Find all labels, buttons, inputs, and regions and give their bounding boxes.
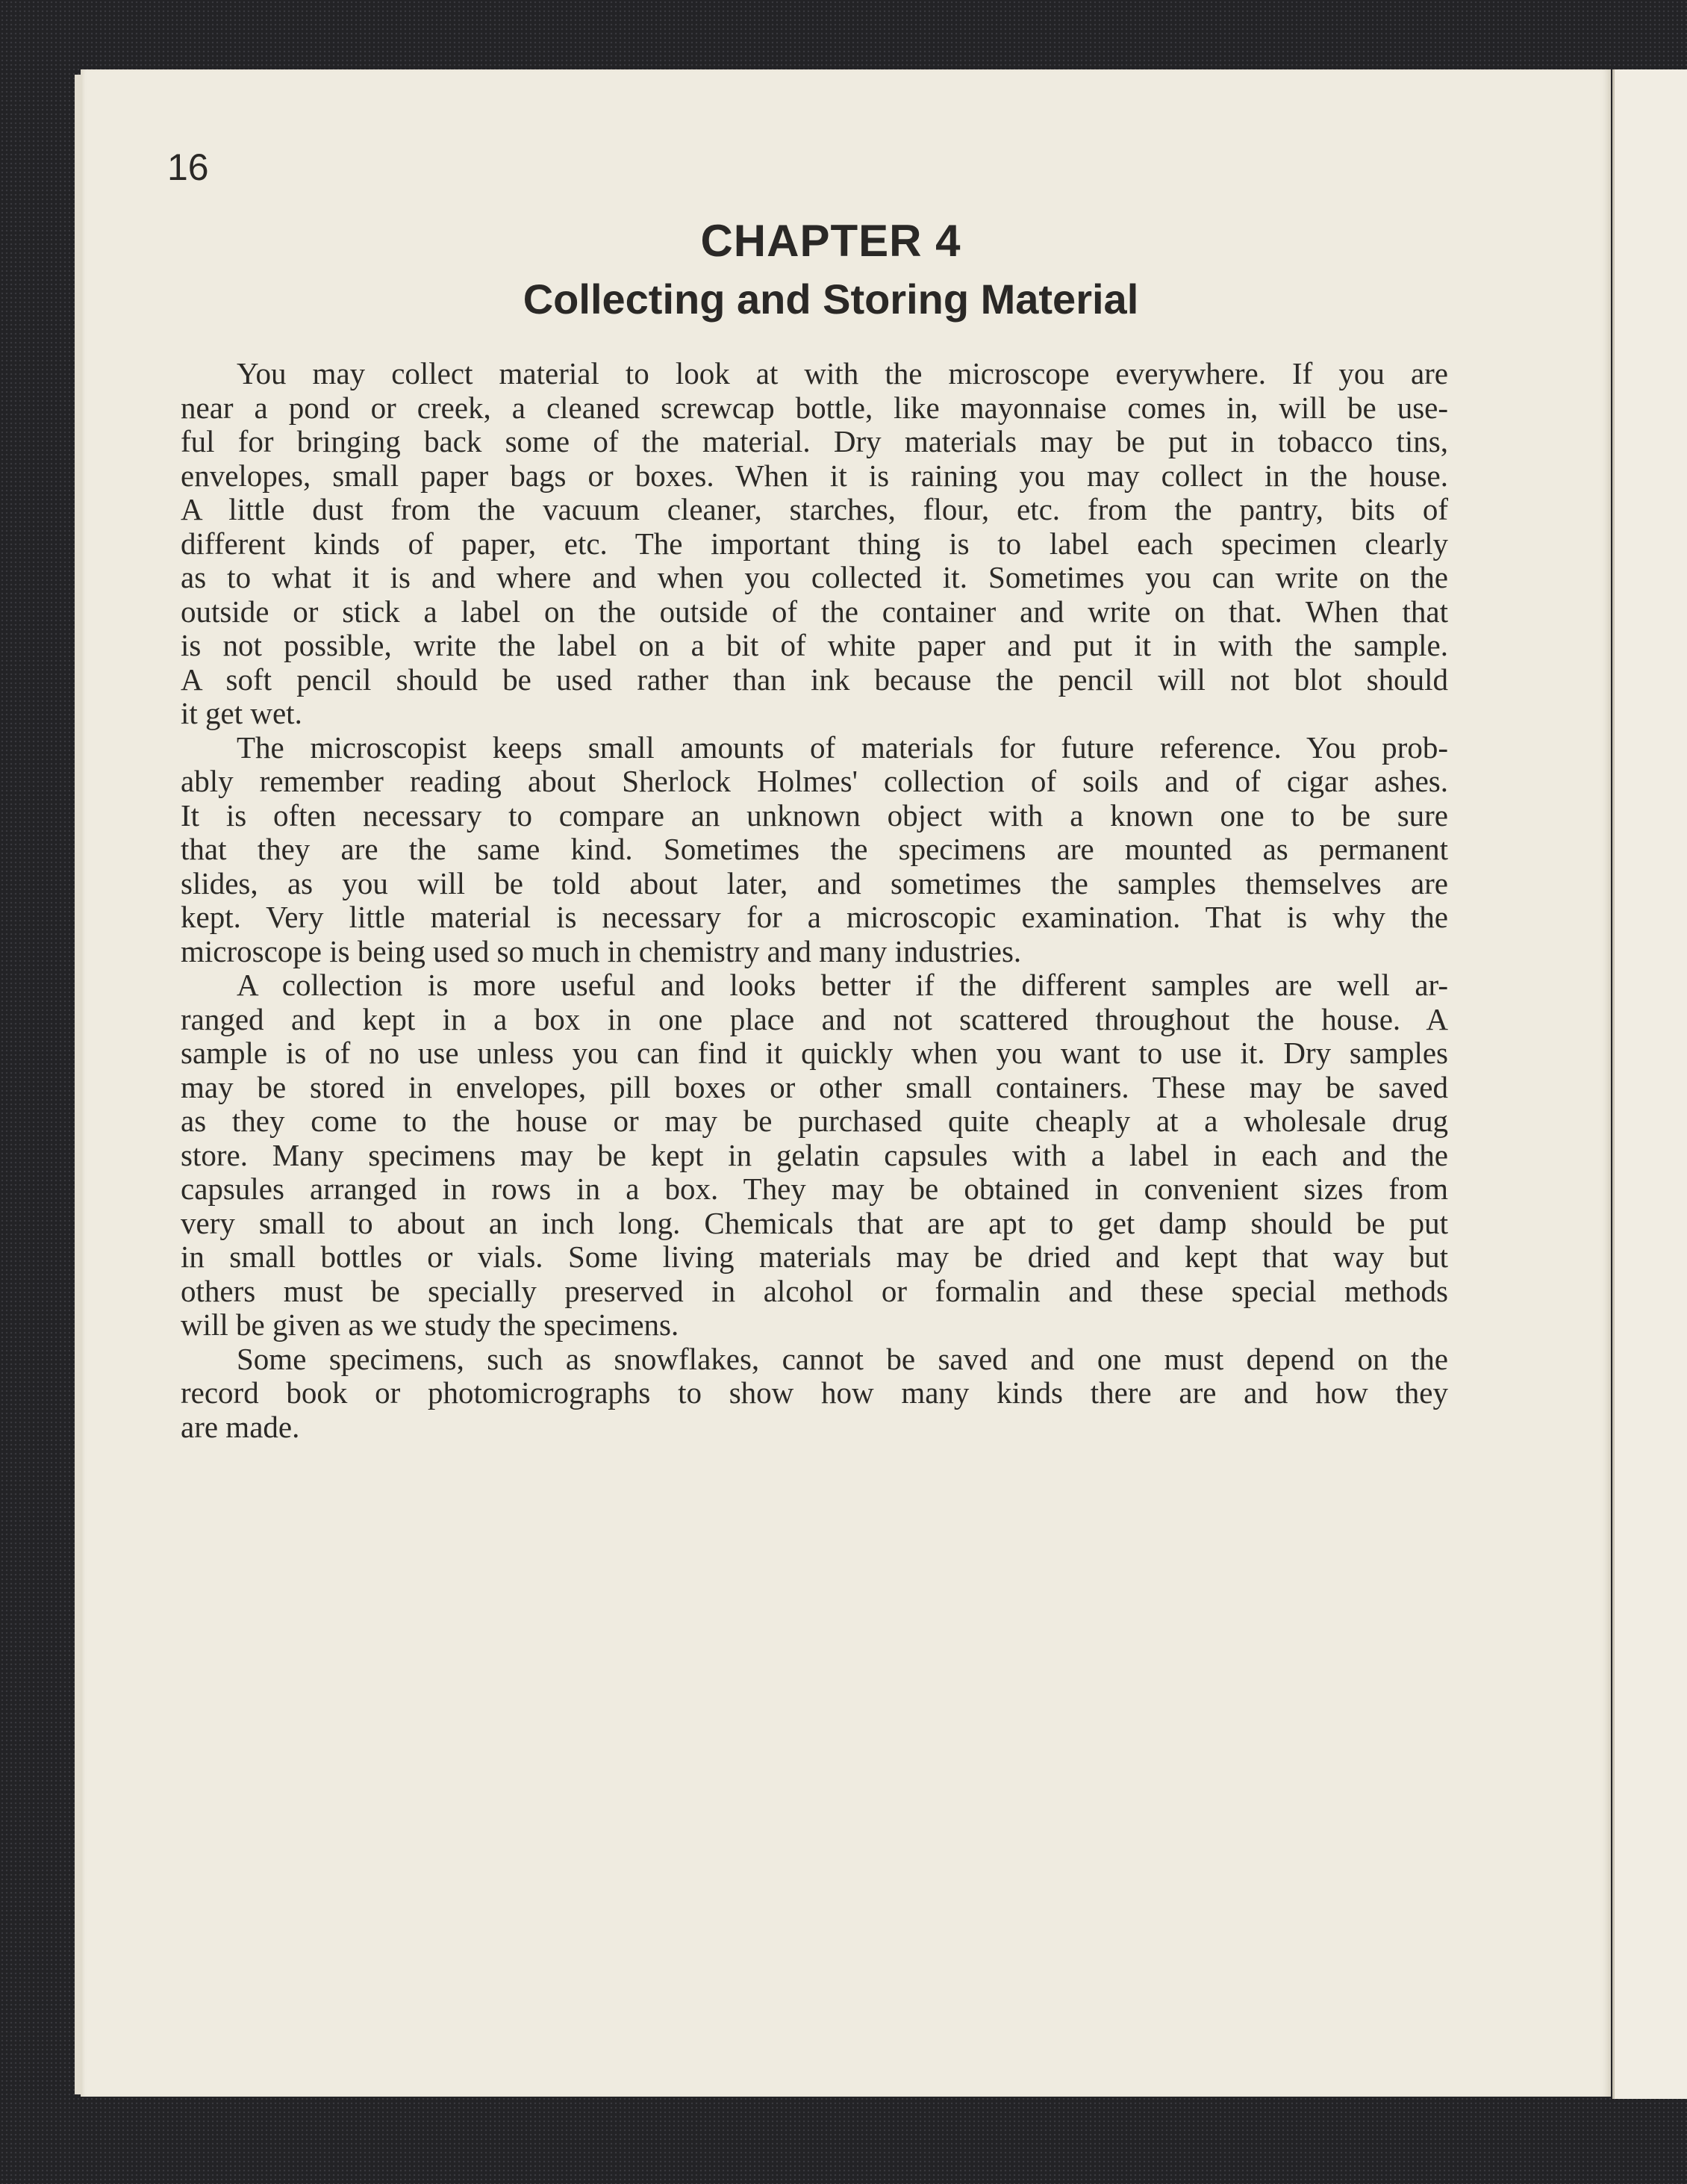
- text-line: capsules arranged in rows in a box. They may be obtained in convenient sizes from: [181, 1172, 1448, 1206]
- text-line: You may collect material to look at with the microscope everywhere. If you are: [237, 356, 1448, 391]
- paragraph: [181, 968, 1448, 1343]
- text-line: sample is of no use unless you can find it quickly when you want to use it. Dry samples: [181, 1036, 1448, 1070]
- text-line: very small to about an inch long. Chemicals that are apt to get damp should be put: [181, 1205, 1448, 1240]
- text-line: record book or photomicrographs to show how many kinds there are and how they: [181, 1375, 1448, 1410]
- text-line: in small bottles or vials. Some living materials may be dried and kept that way but: [181, 1239, 1448, 1274]
- page-edge: [75, 75, 81, 2094]
- text-line: may be stored in envelopes, pill boxes or other small containers. These may be saved: [181, 1069, 1448, 1104]
- text-line: is not possible, write the label on a bit of white paper and put it in with the sample.: [181, 628, 1448, 662]
- paragraph: [181, 731, 1448, 969]
- text-line: The microscopist keeps small amounts of materials for future reference. You prob-: [237, 729, 1448, 765]
- text-line: as they come to the house or may be purchased quite cheaply at a wholesale drug: [181, 1104, 1448, 1138]
- text-line: it get wet.: [181, 696, 302, 730]
- text-line: kept. Very little material is necessary for a microscopic examination. That is why the: [181, 900, 1448, 934]
- text-line: A little dust from the vacuum cleaner, starches, flour, etc. from the pantry, bits of: [181, 492, 1448, 526]
- text-line: as to what it is and where and when you collected it. Sometimes you can write on the: [181, 560, 1448, 594]
- text-line: will be given as we study the specimens.: [181, 1307, 679, 1342]
- paragraph: [181, 1343, 1448, 1445]
- text-line: are made.: [181, 1409, 300, 1444]
- text-line: A soft pencil should be used rather than ink because the pencil will not blot should: [181, 662, 1448, 697]
- text-line: different kinds of paper, etc. The important thing is to label each specimen clearly: [181, 526, 1448, 561]
- book-page-right-edge: [1612, 69, 1687, 2099]
- text-line: envelopes, small paper bags or boxes. When it is raining you may collect in the house.: [181, 458, 1448, 493]
- page-number: 16: [167, 146, 209, 188]
- text-line: microscope is being used so much in chemistry and many industries.: [181, 933, 1022, 968]
- text-line: Some specimens, such as snowflakes, cannot be saved and one must depend on the: [237, 1341, 1448, 1376]
- text-line: outside or stick a label on the outside of the container and write on that. When that: [181, 594, 1448, 629]
- text-line: ably remember reading about Sherlock Holmes' collection of soils and of cigar ashes.: [181, 764, 1448, 798]
- paragraph: [181, 357, 1448, 731]
- body-text: [181, 357, 1448, 1444]
- text-line: It is often necessary to compare an unknown object with a known one to be sure: [181, 797, 1448, 833]
- text-line: store. Many specimens may be kept in gelatin capsules with a label in each and the: [181, 1137, 1448, 1172]
- text-line: that they are the same kind. Sometimes the specimens are mounted as permanent: [181, 832, 1448, 866]
- chapter-label: CHAPTER 4: [700, 216, 961, 266]
- chapter-title: Collecting and Storing Material: [523, 276, 1139, 323]
- text-line: slides, as you will be told about later, and sometimes the samples themselves are: [181, 865, 1448, 900]
- text-line: ranged and kept in a box in one place and not scattered throughout the house. A: [181, 1001, 1448, 1036]
- text-line: others must be specially preserved in alcohol or formalin and these special methods: [181, 1273, 1448, 1308]
- text-line: A collection is more useful and looks better if the different samples are well ar-: [237, 968, 1448, 1002]
- text-line: near a pond or creek, a cleaned screwcap bottle, like mayonnaise comes in, will be use-: [181, 390, 1448, 425]
- text-line: ful for bringing back some of the material. Dry materials may be put in tobacco tins,: [181, 424, 1448, 458]
